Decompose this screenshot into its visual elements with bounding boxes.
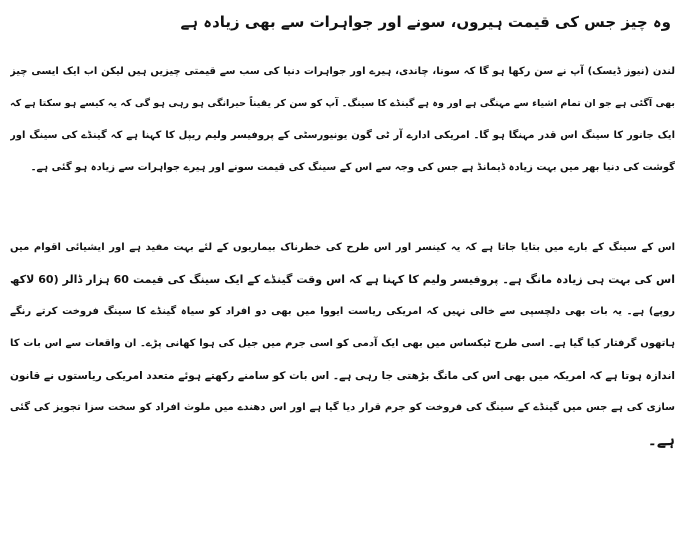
paragraph-line: سازی کی ہے جس میں گینڈے کے سینگ کی فروخت کو جرم قرار دیا گیا ہے اور اس دھندے میں ملوث افراد کو سخت سزا تجویز کی گئی: [10, 402, 675, 413]
paragraph-line: ایک جانور کا سینگ اس قدر مہنگا ہو گا۔ امریکی ادارے آر ٹی گون یونیورسٹی کے پروفیسر ولیم ریپل کا کہنا ہے کہ گینڈے کی سینگ اور: [10, 130, 675, 141]
article-title: وہ چیز جس کی قیمت ہیروں، سونے اور جواہرات سے بھی زیادہ ہے: [180, 13, 671, 31]
paragraph-line: بھی آگئی ہے جو ان تمام اشیاء سے مہنگی ہے اور وہ ہے گینڈے کا سینگ۔ آپ کو سن کر یقیناً حیرانگی ہو رہی ہو گی کہ یہ کیسے ہو سکتا ہے کہ: [10, 98, 675, 109]
paragraph-line: اس کی بہت ہی زیادہ مانگ ہے۔ پروفیسر ولیم کا کہنا ہے کہ اس وقت گینڈے کے ایک سینگ کی قیمت 60 ہزار ڈالر (60 لاکھ: [10, 273, 675, 286]
paragraph-line: روپے) ہے۔ یہ بات بھی دلچسپی سے خالی نہیں کہ امریکی ریاست ایووا میں بھی دو افراد کو سیاہ گینڈے کا سینگ فروخت کرتے رنگے: [10, 306, 675, 317]
paragraph-line: اندازہ ہوتا ہے کہ امریکہ میں بھی اس کی مانگ بڑھتی جا رہی ہے۔ اس بات کو سامنے رکھتے ہوئے متعدد امریکی ریاستوں نے قانون: [10, 370, 675, 382]
paragraph-line: گوشت کی دنیا بھر میں بہت زیادہ ڈیمانڈ ہے جس کی وجہ سے اس کے سینگ کی قیمت سونے اور ہیرے جواہرات سے زیادہ ہو گئی ہے۔: [30, 162, 675, 173]
paragraph-line: لندن (نیوز ڈیسک) آپ نے سن رکھا ہو گا کہ سونا، چاندی، ہیرے اور جواہرات دنیا کی سب سے قیمتی چیزیں ہیں لیکن اب ایک ایسی چیز: [10, 66, 675, 77]
paragraph-line: ہاتھوں گرفتار کیا گیا ہے۔ اسی طرح ٹیکساس میں بھی ایک آدمی کو اسی جرم میں جیل کی ہوا کھانی پڑے۔ ان واقعات سے اس بات کا: [10, 338, 675, 349]
paragraph-line: ہے۔: [647, 431, 675, 449]
paragraph-line: اس کے سینگ کے بارے میں بتایا جاتا ہے کہ یہ کینسر اور اس طرح کی خطرناک بیماریوں کے لئے بہت مفید ہے اور ایشیائی اقوام میں: [10, 242, 675, 253]
